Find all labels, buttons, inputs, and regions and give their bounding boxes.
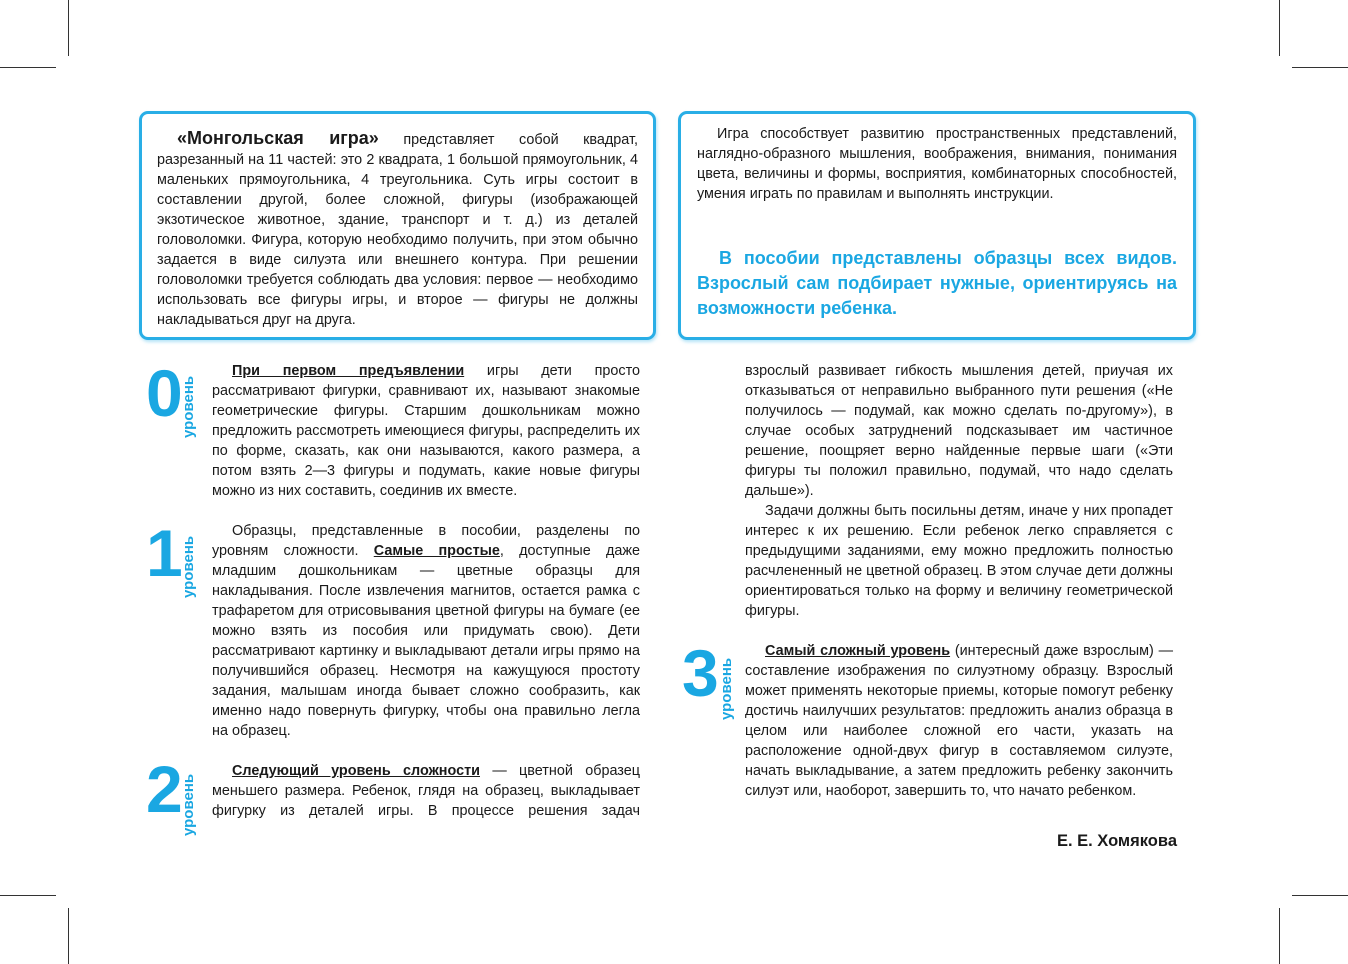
level-0-text	[212, 361, 640, 501]
level-1-body: , доступные даже младшим дошкольникам — цветные образцы для накладывания. После извлечения магнитов, остается рамка с трафаретом для отрисовывания цветной фигуры на бумаге (ее можно взять из пособия или придумать свою). Дети рассматривают картинку и выкладывают детали игры прямо на получившийся образец. Несмотря на кажущуюся простоту задания, малышам иногда бывает сложно сообразить, как именно надо повернуть фигурку, чтобы она правильно легла на образец.	[212, 543, 640, 739]
level-2-lead: Следующий уровень сложности	[232, 763, 480, 779]
level-3-body: (интересный даже взрослым) — составление изображения по силуэтному образцу. Взрослый может применять некоторые приемы, которые помогут ребенку достичь наилучших результатов: предложить анализ образца в целом или наиболее сложной его части, указать на расположение одной-двух фигур в составляемом силуэте, начать выкладывание, а затем предложить ребенку закончить силуэт или, наоборот, завершить то, что начато ребенком.	[745, 643, 1173, 799]
level-0-body: игры дети просто рассматривают фигурки, сравнивают их, называют знакомые геометрические фигуры. Старшим дошкольникам можно предложить рассмотреть имеющиеся фигуры, распределить их по форме, сказать, как они называются, какого размера, а потом взять 2—3 фигуры и подумать, какие новые фигуры можно из них составить, соединив их вместе.	[212, 363, 641, 499]
crop-mark	[1292, 67, 1348, 68]
level-3-text	[745, 641, 1173, 801]
crop-mark	[1279, 908, 1280, 964]
level-1-body-start: Образцы, представленные в пособии, разделены по уровням сложности.	[212, 523, 640, 559]
level-number: 0	[146, 356, 183, 430]
level-2-text	[212, 761, 640, 821]
crop-mark	[0, 895, 56, 896]
level-0-lead: При первом предъявлении	[232, 363, 465, 379]
author-signature: Е. Е. Хомякова	[1056, 832, 1177, 850]
level-3-lead: Самый сложный уровень	[765, 643, 951, 659]
level-2-body: — цветной образец меньшего размера. Ребенок, глядя на образец, выкладывает фигурку из деталей игры. В процессе решения задач	[212, 763, 640, 819]
intro-body: представляет собой квадрат, разрезанный на 11 частей: это 2 квадрата, 1 большой прямоугольник, 4 маленьких прямоугольника, 4 треугольника. Суть игры состоит в составлении другой, более сложной, фигуры (изображающей экзотическое животное, здание, транспорт и т. д.) из деталей головоломки. Фигура, которую необходимо получить, при этом обычно задается в виде силуэта или внешнего контура. При решении головоломки требуется соблюдать два условия: первое — необходимо использовать все фигуры игры, и второе — фигуры не должны накладываться друг на друга.	[157, 132, 638, 328]
intro-text	[157, 128, 638, 330]
crop-mark	[0, 67, 56, 68]
level-1-lead: Самые простые	[373, 543, 500, 559]
level-number: 2	[146, 752, 183, 826]
level-word: уровень	[180, 535, 197, 598]
benefits-text	[697, 124, 1177, 204]
level-0-marker	[146, 356, 206, 440]
level-word: уровень	[718, 657, 735, 720]
level-3-marker	[682, 636, 742, 720]
level-word: уровень	[180, 375, 197, 438]
game-title: «Монгольская игра»	[177, 128, 379, 148]
benefits-body: Игра способствует развитию пространственных представлений, наглядно-образного мышления, воображения, внимания, понимания цвета, величины и формы, восприятия, комбинаторных способностей, умения играть по правилам и выполнять инструкции.	[697, 126, 1177, 202]
level-word: уровень	[180, 773, 197, 836]
level-1-marker	[146, 516, 206, 600]
level-number: 3	[682, 636, 719, 710]
tasks-paragraph: Задачи должны быть посильны детям, иначе у них пропадет интерес к их решению. Если ребенок легко справляется с предыдущими заданиями, ему можно предложить полностью расчлененный не цветной образец. В этом случае дети должны ориентироваться только на форму и величину геометрической фигуры.	[745, 503, 1173, 619]
continued-paragraph: взрослый развивает гибкость мышления детей, приучая их отказываться от неправильно выбранного пути решения («Не получилось — подумай, как можно сделать по-другому»), в случае особых затруднений подсказывает им частичное решение, поощряет верно найденные первые шаги («Эти фигуры ты положил правильно, подумай, что надо сделать дальше»).	[745, 363, 1173, 499]
crop-mark	[68, 908, 69, 964]
crop-mark	[1292, 895, 1348, 896]
crop-mark	[1279, 0, 1280, 56]
level-2-marker	[146, 752, 206, 836]
level-number: 1	[146, 516, 183, 590]
continued-text	[745, 361, 1173, 621]
crop-mark	[68, 0, 69, 56]
level-1-text	[212, 521, 640, 741]
accent-note: В пособии представлены образцы всех видов. Взрослый сам подбирает нужные, ориентируясь на возможности ребенка.	[697, 248, 1177, 318]
